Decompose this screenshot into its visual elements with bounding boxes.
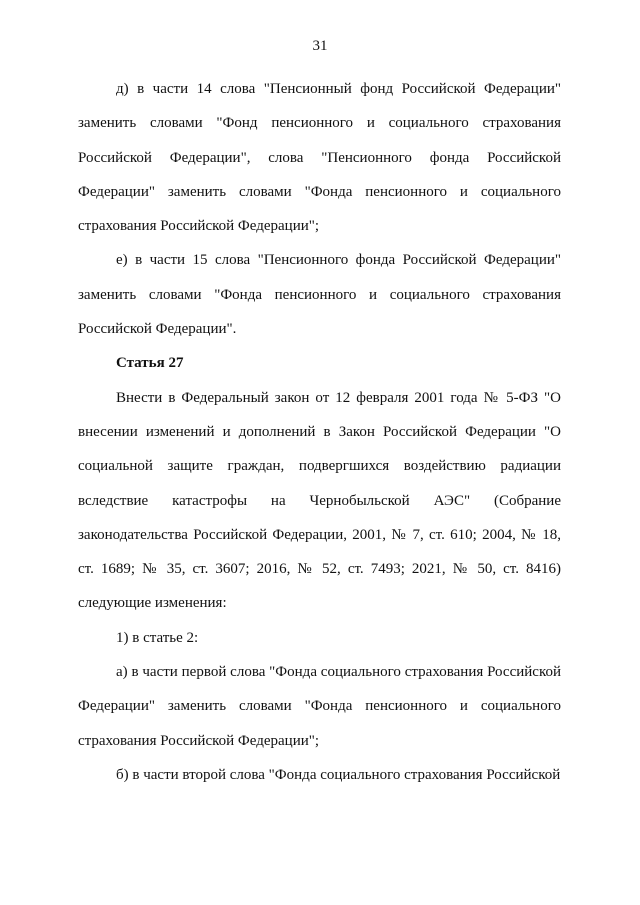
document-body — [78, 72, 561, 792]
article-subitem-a: а) в части первой слова "Фонда социального страхования Российской Федерации" заменить словами "Фонда пенсионного и социального страхования Российской Федерации"; — [78, 664, 561, 749]
page-number: 31 — [312, 38, 328, 54]
article-heading: Статья 27 — [116, 355, 184, 372]
article-intro-paragraph: Внести в Федеральный закон от 12 февраля 2001 года № 5-ФЗ "О внесении изменений и дополнений в Закон Российской Федерации "О социальной защите граждан, подвергшихся воздействию радиации вследствие катастрофы на Чернобыльской АЭС" (Собрание законодательства Российской Федерации, 2001, № 7, ст. 610; 2004, № 18, ст. 1689; № 35, ст. 3607; 2016, № 52, ст. 7493; 2021, № 50, ст. 8416) следующие изменения: — [78, 389, 561, 612]
paragraph-d: д) в части 14 слова "Пенсионный фонд Российской Федерации" заменить словами "Фонд пенсионного и социального страхования Российской Федерации", слова "Пенсионного фонда Российской Федерации" заменить словами "Фонда пенсионного и социального страхования Российской Федерации"; — [78, 81, 561, 235]
article-item-1: 1) в статье 2: — [116, 629, 199, 646]
paragraph-e: е) в части 15 слова "Пенсионного фонда Российской Федерации" заменить словами "Фонда пенсионного и социального страхования Российской Федерации". — [78, 252, 561, 338]
article-subitem-b: б) в части второй слова "Фонда социального страхования Российской — [116, 766, 561, 783]
